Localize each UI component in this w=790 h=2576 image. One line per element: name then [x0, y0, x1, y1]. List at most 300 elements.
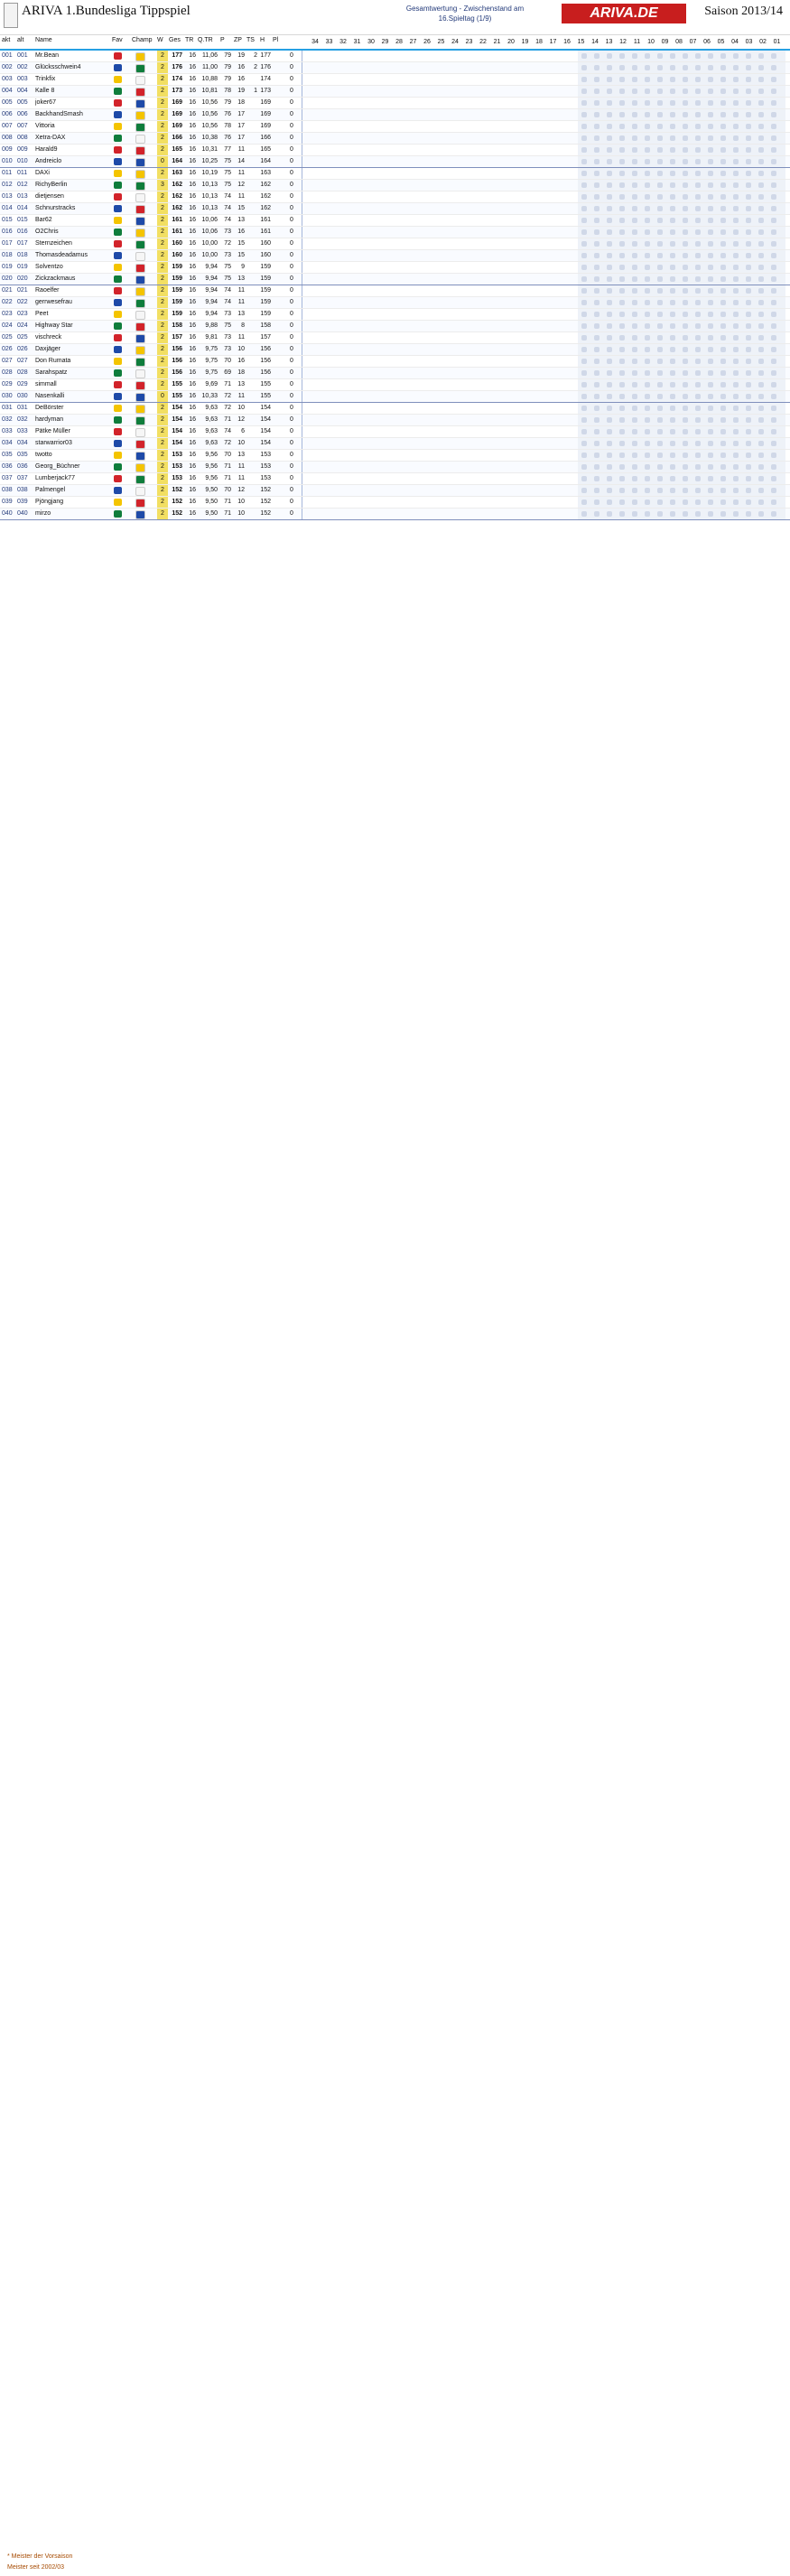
matchday-score-mark	[708, 135, 713, 141]
matchday-score-mark	[733, 218, 739, 223]
champion-club-icon	[135, 428, 145, 437]
matchday-score-mark	[607, 453, 612, 458]
matchday-score-mark	[771, 476, 776, 481]
matchday-score-mark	[746, 218, 751, 223]
table-row	[0, 145, 790, 156]
favorite-club-icon	[114, 358, 122, 365]
matchday-score-mark	[695, 511, 701, 517]
matchday-score-mark	[683, 370, 688, 376]
rank-previous: 019	[17, 264, 28, 270]
matchday-score-mark	[708, 441, 713, 446]
matchday-score-mark	[720, 347, 726, 352]
matchday-score-mark	[657, 382, 663, 387]
favorite-club-icon	[114, 334, 122, 341]
table-row	[0, 62, 790, 74]
qtr-value: 10,19	[201, 170, 218, 176]
matchday-score-mark	[683, 89, 688, 94]
champion-club-icon	[135, 475, 145, 484]
matchday-score-mark	[581, 241, 587, 247]
matchday-score-mark	[758, 241, 764, 247]
pl-value: 159	[260, 275, 271, 282]
w-value: 2	[157, 133, 168, 144]
p-value: 72	[224, 240, 231, 247]
w-value: 2	[157, 403, 168, 414]
matchday-score-mark	[708, 288, 713, 294]
matchday-score-mark	[581, 100, 587, 106]
matchday-score-mark	[708, 276, 713, 282]
pl-value: 155	[260, 393, 271, 399]
matchday-score-mark	[607, 406, 612, 411]
pl-value: 153	[260, 463, 271, 470]
matchday-score-mark	[607, 394, 612, 399]
matchday-score-mark	[632, 499, 637, 505]
matchday-score-mark	[581, 347, 587, 352]
zero-value: 0	[290, 381, 293, 387]
zp-value: 13	[237, 311, 245, 317]
player-name: twotto	[35, 452, 52, 458]
pl-value: 154	[260, 405, 271, 411]
zero-value: 0	[290, 346, 293, 352]
qtr-value: 9,75	[205, 346, 218, 352]
matchday-score-mark	[645, 171, 650, 176]
matchday-24: 24	[451, 39, 459, 45]
matchday-score-mark	[632, 511, 637, 517]
matchday-score-mark	[683, 194, 688, 200]
matchday-score-mark	[733, 112, 739, 117]
matchday-score-mark	[619, 335, 625, 341]
player-name: Thomasdeadamus	[35, 252, 88, 258]
matchday-score-mark	[720, 394, 726, 399]
matchday-score-mark	[670, 488, 675, 493]
w-value: 2	[157, 274, 168, 285]
player-name: Glücksschwein4	[35, 64, 81, 70]
qtr-value: 9,94	[205, 275, 218, 282]
matchday-score-mark	[594, 265, 599, 270]
matchday-score-mark	[720, 499, 726, 505]
matchday-score-mark	[581, 441, 587, 446]
matchday-score-strip	[578, 51, 785, 61]
p-value: 71	[224, 463, 231, 470]
matchday-score-mark	[695, 253, 701, 258]
matchday-score-mark	[771, 77, 776, 82]
matchday-score-mark	[733, 288, 739, 294]
ts-value	[246, 74, 257, 85]
matchday-score-strip	[578, 86, 785, 97]
rank-current: 024	[2, 322, 13, 329]
matchday-score-mark	[632, 89, 637, 94]
matchday-score-mark	[581, 159, 587, 164]
matchday-score-mark	[746, 288, 751, 294]
pl-value: 173	[260, 88, 271, 94]
matchday-score-mark	[695, 265, 701, 270]
matchday-score-mark	[720, 112, 726, 117]
col-fav: Fav	[112, 37, 123, 43]
tr-value: 16	[189, 111, 196, 117]
p-value: 73	[224, 334, 231, 341]
col-champ: Champ	[132, 37, 153, 43]
tr-value: 16	[189, 146, 196, 153]
matchday-score-mark	[720, 441, 726, 446]
qtr-value: 9,94	[205, 311, 218, 317]
zp-value: 11	[237, 287, 245, 294]
total-points: 164	[172, 158, 182, 164]
matchday-score-mark	[670, 347, 675, 352]
matchday-score-mark	[683, 476, 688, 481]
matchday-score-mark	[746, 206, 751, 211]
matchday-11: 11	[633, 39, 641, 45]
matchday-score-mark	[619, 288, 625, 294]
ts-value	[246, 485, 257, 496]
w-value: 0	[157, 391, 168, 402]
p-value: 72	[224, 405, 231, 411]
matchday-score-mark	[594, 182, 599, 188]
matchday-score-mark	[645, 100, 650, 106]
w-value: 2	[157, 356, 168, 367]
matchday-score-mark	[746, 476, 751, 481]
champion-club-icon	[135, 99, 145, 108]
matchday-score-mark	[683, 488, 688, 493]
rank-current: 017	[2, 240, 13, 247]
player-name: Kalle 8	[35, 88, 55, 94]
matchday-score-mark	[607, 241, 612, 247]
matchday-score-strip	[578, 262, 785, 273]
qtr-value: 9,69	[205, 381, 218, 387]
matchday-score-mark	[645, 359, 650, 364]
zp-value: 16	[237, 358, 245, 364]
zero-value: 0	[290, 205, 293, 211]
matchday-score-mark	[771, 511, 776, 517]
bundesliga-logo	[4, 3, 18, 28]
matchday-score-mark	[607, 53, 612, 59]
matchday-score-mark	[758, 53, 764, 59]
favorite-club-icon	[114, 170, 122, 177]
matchday-score-mark	[607, 135, 612, 141]
matchday-score-mark	[758, 488, 764, 493]
matchday-score-mark	[645, 206, 650, 211]
champion-club-icon	[135, 252, 145, 261]
matchday-score-mark	[683, 511, 688, 517]
total-points: 153	[172, 475, 182, 481]
matchday-score-mark	[581, 312, 587, 317]
w-value: 2	[157, 51, 168, 61]
matchday-score-mark	[758, 159, 764, 164]
matchday-score-strip	[578, 98, 785, 108]
matchday-score-strip	[578, 450, 785, 461]
matchday-score-mark	[645, 312, 650, 317]
matchday-score-mark	[746, 335, 751, 341]
rank-current: 032	[2, 416, 13, 423]
favorite-club-icon	[114, 452, 122, 459]
rank-previous: 008	[17, 135, 28, 141]
matchday-score-strip	[578, 403, 785, 414]
matchday-score-mark	[581, 499, 587, 505]
matchday-26: 26	[423, 39, 431, 45]
champion-club-icon	[135, 88, 145, 97]
matchday-score-mark	[657, 112, 663, 117]
pl-value: 177	[260, 52, 271, 59]
matchday-score-mark	[670, 265, 675, 270]
matchday-score-mark	[645, 147, 650, 153]
champion-club-icon	[135, 393, 145, 402]
qtr-value: 9,56	[205, 475, 218, 481]
matchday-score-strip	[578, 462, 785, 472]
matchday-score-mark	[720, 206, 726, 211]
matchday-score-mark	[607, 488, 612, 493]
rank-current: 028	[2, 369, 13, 376]
matchday-score-mark	[581, 488, 587, 493]
matchday-score-mark	[619, 147, 625, 153]
favorite-club-icon	[114, 475, 122, 482]
standings-table	[0, 51, 790, 520]
rank-previous: 004	[17, 88, 28, 94]
qtr-value: 10,13	[201, 205, 218, 211]
matchday-01: 01	[773, 39, 781, 45]
matchday-score-mark	[657, 147, 663, 153]
matchday-score-mark	[771, 135, 776, 141]
player-name: Don Rumata	[35, 358, 71, 364]
qtr-value: 10,88	[201, 76, 218, 82]
matchday-score-mark	[657, 476, 663, 481]
matchday-score-mark	[695, 124, 701, 129]
matchday-16: 16	[563, 39, 571, 45]
matchday-score-mark	[619, 229, 625, 235]
qtr-value: 10,56	[201, 123, 218, 129]
matchday-07: 07	[689, 39, 697, 45]
matchday-score-mark	[632, 159, 637, 164]
ts-value	[246, 297, 257, 308]
matchday-score-mark	[581, 417, 587, 423]
matchday-score-mark	[645, 229, 650, 235]
matchday-score-mark	[607, 417, 612, 423]
matchday-score-mark	[594, 77, 599, 82]
player-name: BackhandSmash	[35, 111, 83, 117]
tr-value: 16	[189, 487, 196, 493]
table-row	[0, 321, 790, 332]
matchday-score-mark	[607, 323, 612, 329]
col-tr: TR	[185, 37, 194, 43]
matchday-score-mark	[594, 229, 599, 235]
rank-previous: 034	[17, 440, 28, 446]
qtr-value: 9,63	[205, 428, 218, 434]
rank-previous: 038	[17, 487, 28, 493]
matchday-score-mark	[632, 124, 637, 129]
champion-club-icon	[135, 287, 145, 296]
matchday-score-mark	[619, 370, 625, 376]
matchday-score-mark	[695, 182, 701, 188]
matchday-score-mark	[581, 476, 587, 481]
matchday-score-mark	[683, 394, 688, 399]
total-points: 169	[172, 99, 182, 106]
matchday-score-mark	[758, 417, 764, 423]
matchday-score-mark	[607, 65, 612, 70]
favorite-club-icon	[114, 287, 122, 294]
matchday-20: 20	[507, 39, 515, 45]
tr-value: 16	[189, 52, 196, 59]
matchday-score-mark	[645, 77, 650, 82]
matchday-score-mark	[683, 147, 688, 153]
ts-value	[246, 168, 257, 179]
matchday-score-mark	[695, 441, 701, 446]
matchday-score-mark	[619, 159, 625, 164]
matchday-score-mark	[746, 370, 751, 376]
matchday-score-strip	[578, 297, 785, 308]
p-value: 72	[224, 440, 231, 446]
matchday-score-mark	[670, 194, 675, 200]
pl-value: 160	[260, 240, 271, 247]
w-value: 2	[157, 426, 168, 437]
rank-previous: 027	[17, 358, 28, 364]
matchday-score-mark	[594, 417, 599, 423]
matchday-score-mark	[746, 453, 751, 458]
matchday-score-mark	[670, 288, 675, 294]
zp-value: 15	[237, 240, 245, 247]
tr-value: 16	[189, 170, 196, 176]
matchday-18: 18	[535, 39, 543, 45]
matchday-score-mark	[720, 323, 726, 329]
matchday-score-mark	[594, 124, 599, 129]
qtr-value: 10,81	[201, 88, 218, 94]
matchday-score-mark	[607, 347, 612, 352]
player-name: Georg_Büchner	[35, 463, 80, 470]
zp-value: 12	[237, 416, 245, 423]
matchday-score-mark	[607, 89, 612, 94]
qtr-value: 10,25	[201, 158, 218, 164]
champion-club-icon	[135, 346, 145, 355]
matchday-score-mark	[670, 135, 675, 141]
champion-club-icon	[135, 123, 145, 132]
total-points: 152	[172, 510, 182, 517]
matchday-score-mark	[720, 229, 726, 235]
matchday-score-mark	[708, 394, 713, 399]
matchday-score-mark	[645, 159, 650, 164]
matchday-score-strip	[578, 168, 785, 179]
matchday-score-mark	[594, 406, 599, 411]
matchday-score-mark	[683, 229, 688, 235]
matchday-score-mark	[670, 147, 675, 153]
ts-value	[246, 274, 257, 285]
tr-value: 16	[189, 287, 196, 294]
matchday-score-mark	[695, 488, 701, 493]
matchday-score-mark	[670, 253, 675, 258]
tr-value: 16	[189, 311, 196, 317]
rank-current: 035	[2, 452, 13, 458]
matchday-score-mark	[746, 241, 751, 247]
ts-value	[246, 462, 257, 472]
rank-current: 005	[2, 99, 13, 106]
rank-previous: 025	[17, 334, 28, 341]
matchday-score-mark	[645, 112, 650, 117]
matchday-score-mark	[645, 194, 650, 200]
matchday-score-mark	[619, 276, 625, 282]
champion-club-icon	[135, 229, 145, 238]
matchday-score-mark	[594, 147, 599, 153]
matchday-score-mark	[619, 476, 625, 481]
rank-current: 022	[2, 299, 13, 305]
matchday-score-mark	[720, 124, 726, 129]
matchday-score-mark	[746, 359, 751, 364]
matchday-score-mark	[683, 347, 688, 352]
matchday-score-mark	[771, 347, 776, 352]
matchday-score-mark	[632, 370, 637, 376]
matchday-score-mark	[708, 347, 713, 352]
qtr-value: 9,75	[205, 358, 218, 364]
favorite-club-icon	[114, 88, 122, 95]
player-name: Daxjäger	[35, 346, 61, 352]
matchday-score-mark	[708, 488, 713, 493]
matchday-score-mark	[733, 511, 739, 517]
qtr-value: 9,56	[205, 452, 218, 458]
matchday-score-mark	[581, 511, 587, 517]
ts-value: 2	[254, 52, 257, 59]
matchday-13: 13	[605, 39, 613, 45]
p-value: 71	[224, 499, 231, 505]
matchday-score-mark	[733, 159, 739, 164]
matchday-score-mark	[708, 312, 713, 317]
matchday-score-mark	[594, 253, 599, 258]
total-points: 159	[172, 299, 182, 305]
matchday-score-mark	[657, 335, 663, 341]
zp-value: 17	[237, 135, 245, 141]
w-value: 2	[157, 227, 168, 238]
favorite-club-icon	[114, 205, 122, 212]
zero-value: 0	[290, 510, 293, 517]
table-row	[0, 368, 790, 379]
rank-previous: 037	[17, 475, 28, 481]
matchday-score-mark	[733, 182, 739, 188]
matchday-score-mark	[746, 417, 751, 423]
player-name: DeBörster	[35, 405, 64, 411]
pl-value: 174	[260, 76, 271, 82]
matchday-score-mark	[607, 476, 612, 481]
p-value: 70	[224, 452, 231, 458]
rank-current: 040	[2, 510, 13, 517]
zero-value: 0	[290, 52, 293, 59]
champion-club-icon	[135, 381, 145, 390]
total-points: 162	[172, 182, 182, 188]
matchday-31: 31	[353, 39, 361, 45]
total-points: 152	[172, 499, 182, 505]
favorite-club-icon	[114, 322, 122, 330]
matchday-06: 06	[703, 39, 711, 45]
table-row	[0, 74, 790, 86]
p-value: 74	[224, 205, 231, 211]
p-value: 69	[224, 369, 231, 376]
player-name: dietjensen	[35, 193, 64, 200]
rank-current: 004	[2, 88, 13, 94]
matchday-score-mark	[746, 394, 751, 399]
matchday-score-mark	[771, 171, 776, 176]
matchday-score-mark	[733, 382, 739, 387]
matchday-score-mark	[720, 312, 726, 317]
matchday-score-mark	[619, 53, 625, 59]
matchday-score-mark	[708, 182, 713, 188]
matchday-score-mark	[746, 276, 751, 282]
champion-club-icon	[135, 76, 145, 85]
matchday-score-mark	[607, 147, 612, 153]
champion-club-icon	[135, 170, 145, 179]
total-points: 160	[172, 252, 182, 258]
matchday-score-mark	[632, 265, 637, 270]
qtr-value: 11,06	[202, 52, 218, 59]
matchday-score-mark	[758, 89, 764, 94]
qtr-value: 9,81	[205, 334, 218, 341]
matchday-score-mark	[771, 100, 776, 106]
matchday-score-mark	[619, 182, 625, 188]
matchday-score-mark	[720, 359, 726, 364]
ts-value	[246, 238, 257, 249]
matchday-score-mark	[708, 453, 713, 458]
matchday-score-mark	[771, 253, 776, 258]
